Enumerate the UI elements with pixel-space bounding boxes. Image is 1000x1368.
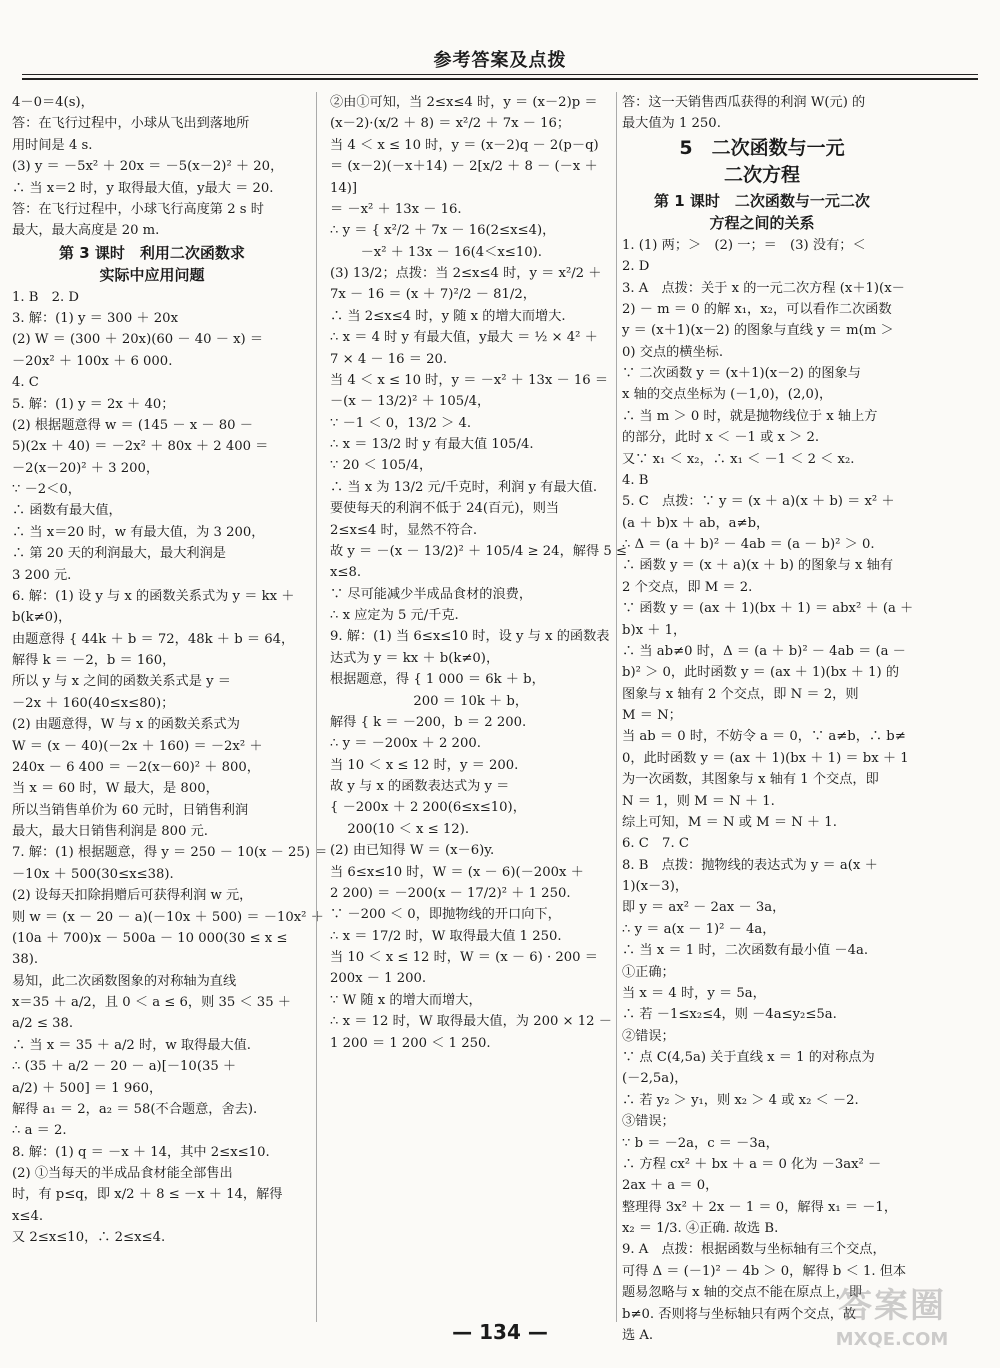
text-line: ∴ 当 m ＞ 0 时，就是抛物线位于 x 轴上方 [622, 408, 878, 424]
section-title: 第 3 课时 利用二次函数求 [59, 243, 245, 262]
text-line: ∵ 20 ＜ 105/4， [330, 458, 433, 474]
text-line: ∴ 若 y₂ ＞ y₁，则 x₂ ＞ 4 或 x₂ ＜ －2. [622, 1092, 859, 1108]
text-line: 200(10 ＜ x ≤ 12). [330, 821, 470, 837]
text-line: 题易忽略与 x 轴的交点不能在原点上，即 [622, 1285, 863, 1301]
text-line: 4－0＝4(s)， [12, 95, 94, 110]
text-line: －x² ＋ 13x － 16(4＜x≤10). [330, 244, 542, 260]
text-line: 200 ＝ 10k ＋ b， [330, 693, 529, 709]
section-title: 实际中应用问题 [99, 266, 205, 285]
text-line: 达式为 y ＝ kx ＋ b(k≠0)， [330, 650, 500, 666]
text-line: x＝35 ＋ a/2，且 0 ＜ a ≤ 6，则 35 ＜ 35 ＋ [12, 995, 291, 1010]
text-line: 6. 解：(1) 设 y 与 x 的函数关系式为 y ＝ kx ＋ [12, 588, 295, 604]
text-line: ∴ 当 x 为 13/2 元/千克时，利润 y 有最大值. [330, 479, 598, 495]
text-line: ①正确； [622, 964, 675, 980]
text-line: b≠0. 否则将与坐标轴只有两个交点，故 [622, 1306, 857, 1322]
text-line: ∴ 若 －1≤x₂≤4，则 －4a≤y₂≤5a. [622, 1007, 837, 1023]
text-line: 所以当销售单价为 60 元时，日销售利润 [12, 802, 249, 818]
text-line: ＝ (x－2)(－x＋14) － 2[x/2 ＋ 8 － (－x ＋ [330, 159, 598, 175]
text-line: －10x ＋ 500(30≤x≤38). [12, 866, 174, 882]
text-line: 答：在飞行过程中，小球飞行高度第 2 s 时 [12, 201, 264, 217]
text-line: －2x ＋ 160(40≤x≤80)； [12, 695, 175, 711]
text-line: 1. B 2. D [12, 289, 79, 305]
column-left [12, 92, 328, 1322]
text-line: { －200x ＋ 2 200(6≤x≤10)， [330, 800, 526, 816]
text-line: ②由①可知，当 2≤x≤4 时，y ＝ (x－2)p ＝ [330, 95, 598, 110]
text-line: ②错误； [622, 1028, 675, 1044]
text-line: 当 4 ＜ x ≤ 10 时，y ＝ －x² ＋ 13x － 16 ＝ [330, 372, 609, 388]
text-line: 根据题意，得 { 1 000 ＝ 6k ＋ b， [330, 672, 545, 688]
text-line: 3. 解：(1) y ＝ 300 ＋ 20x [12, 311, 179, 326]
text-line: 2. D [622, 259, 650, 275]
text-line: 8. 解：(1) q ＝ －x ＋ 14，其中 2≤x≤10. [12, 1144, 270, 1160]
text-line: 解得 { k ＝ －200，b ＝ 2 200. [330, 714, 527, 730]
text-line: (a ＋ b)x ＋ ab，a≠b， [622, 515, 770, 531]
text-line: N ＝ 1，则 M ＝ N ＋ 1. [622, 793, 775, 809]
text-line: 可得 Δ ＝ (－1)² － 4b ＞ 0，解得 b ＜ 1. 但本 [622, 1263, 907, 1279]
text-line: 0) 交点的横坐标. [622, 344, 724, 360]
header-rule-thick [22, 78, 978, 80]
text-line: 用时间是 4 s. [12, 137, 93, 153]
text-line: 时，有 p≤q，即 x/2 ＋ 8 ≤ －x ＋ 14，解得 [12, 1187, 283, 1203]
text-line: 9. 解：(1) 当 6≤x≤10 时，设 y 与 x 的函数表 [330, 629, 610, 645]
text-line: 1. (1) 两；＞ (2) 一；＝ (3) 没有；＜ [622, 237, 866, 253]
text-line: 又 2≤x≤10，∴ 2≤x≤4. [12, 1230, 166, 1246]
header-rule [22, 74, 978, 75]
text-line: M ＝ N； [622, 708, 682, 724]
text-line: ∴ 方程 cx² ＋ bx ＋ a ＝ 0 化为 －3ax² － [622, 1156, 882, 1172]
chapter-title: 5 二次函数与一元 [679, 136, 845, 159]
text-line: b)² ＞ 0，此时函数 y ＝ (ax ＋ 1)(bx ＋ 1) 的 [622, 665, 900, 681]
text-line: 为一次函数，其图象与 x 轴有 1 个交点，即 [622, 772, 879, 788]
text-line: 整理得 3x² ＋ 2x － 1 ＝ 0，解得 x₁ ＝ －1， [622, 1199, 898, 1215]
text-line: 所以 y 与 x 之间的函数关系式是 y ＝ [12, 674, 231, 690]
page-number: — 134 — [452, 1320, 548, 1344]
text-line: 3. A 点拨：关于 x 的一元二次方程 (x＋1)(x－ [622, 280, 905, 296]
text-line: 故 y 与 x 的函数表达式为 y ＝ [330, 779, 510, 794]
text-line: 当 10 ＜ x ≤ 12 时，y ＝ 200. [330, 757, 519, 773]
text-line: 又∵ x₁ ＜ x₂，∴ x₁ ＜ －1 ＜ 2 ＜ x₂. [622, 451, 855, 467]
text-line: 答：在飞行过程中，小球从飞出到落地所 [12, 116, 250, 132]
text-line: ∵ W 随 x 的增大而增大， [330, 992, 482, 1008]
text-line: ∴ 当 x＝20 时，w 有最大值，为 3 200， [12, 524, 265, 540]
text-line: (3) 13/2；点拨：当 2≤x≤4 时，y ＝ x²/2 ＋ [330, 266, 602, 281]
text-line: ∵ b ＝ －2a，c ＝ －3a， [622, 1135, 779, 1151]
text-line: 5. C 点拨：∵ y ＝ (x ＋ a)(x ＋ b) ＝ x² ＋ [622, 494, 895, 510]
text-line: b(k≠0)， [12, 610, 72, 626]
text-line: －20x² ＋ 100x ＋ 6 000. [12, 353, 173, 369]
text-line: x 轴的交点坐标为 (－1,0)，(2,0)， [622, 387, 833, 403]
text-line: (3) y ＝ －5x² ＋ 20x ＝ －5(x－2)² ＋ 20， [12, 159, 284, 175]
text-line: (2) 根据题意得 w ＝ (145 － x － 80 － [12, 417, 253, 433]
text-line: 8. B 点拨：抛物线的表达式为 y ＝ a(x ＋ [622, 857, 878, 873]
column-middle [330, 92, 627, 1322]
text-line: 故 y ＝ －(x － 13/2)² ＋ 105/4 ≥ 24，解得 5 ≤ [330, 543, 627, 559]
text-line: 当 4 ＜ x ≤ 10 时，y ＝ (x－2)q － 2(p－q) [330, 137, 599, 153]
chapter-title: 二次方程 [723, 164, 800, 187]
text-line: ∵ －2＜0， [12, 482, 81, 497]
watermark-logo [802, 1284, 982, 1360]
text-line: ∴ y ＝ { x²/2 ＋ 7x － 16(2≤x≤4)， [330, 223, 556, 239]
text-line: 则 w ＝ (x － 20 － a)(－10x ＋ 500) ＝ －10x² ＋ [12, 909, 324, 925]
text-line: 2 200) ＝ －200(x － 17/2)² ＋ 1 250. [330, 885, 571, 901]
text-line: 当 10 ＜ x ≤ 12 时，W ＝ (x － 6) · 200 ＝ [330, 950, 598, 965]
text-line: 5. 解：(1) y ＝ 2x ＋ 40； [12, 396, 175, 412]
text-line: 图象与 x 轴有 2 个交点，即 N ＝ 2，则 [622, 686, 859, 702]
text-line: ∴ (35 ＋ a/2 － 20 － a)[－10(35 ＋ [12, 1059, 237, 1075]
text-line: 4. B [622, 472, 649, 488]
text-line: a/2) ＋ 500] ＝ 1 960， [12, 1080, 163, 1096]
text-line: (10a ＋ 700)x － 500a － 10 000(30 ≤ x ≤ [12, 930, 288, 946]
text-line: ∴ 当 x＝2 时，y 取得最大值，y最大 ＝ 20. [12, 180, 274, 196]
text-line: b)x ＋ 1， [622, 622, 687, 638]
text-line: ∴ y ＝ a(x － 1)² － 4a， [622, 921, 776, 937]
text-line: 当 6≤x≤10 时，W ＝ (x － 6)(－200x ＋ [330, 864, 584, 880]
text-line: x≤8. [330, 565, 362, 581]
text-line: ∵ －1 ＜ 0，13/2 ＞ 4. [330, 415, 472, 431]
text-line: x₂ ＝ 1/3. ④正确. 故选 B. [622, 1221, 779, 1237]
text-line: ∴ x ＝ 4 时 y 有最大值，y最大 ＝ ½ × 4² ＋ [330, 330, 598, 346]
text-line: 4. C [12, 375, 39, 391]
text-line: y ＝ (x＋1)(x－2) 的图象与直线 y ＝ m(m ＞ [622, 323, 894, 339]
text-line: (2) W ＝ (300 ＋ 20x)(60 － 40 － x) ＝ [12, 332, 264, 348]
text-line: x≤4. [12, 1208, 44, 1224]
text-line: 7. 解：(1) 根据题意，得 y ＝ 250 － 10(x － 25) ＝ [12, 845, 328, 861]
text-line: ∴ 当 x ＝ 1 时，二次函数有最小值 －4a. [622, 943, 869, 959]
text-line: ∵ 尽可能减少半成品食材的浪费， [330, 586, 533, 602]
column-divider [616, 92, 617, 1322]
text-line: ∴ y ＝ －200x ＋ 2 200. [330, 736, 481, 752]
section-title: 方程之间的关系 [709, 214, 815, 233]
text-line: 0，此时函数 y ＝ (ax ＋ 1)(bx ＋ 1) ＝ bx ＋ 1 [622, 750, 909, 766]
text-line: 2 个交点，即 M ＝ 2. [622, 579, 753, 595]
column-divider [316, 92, 317, 1322]
text-line: 由题意得 { 44k ＋ b ＝ 72，48k ＋ b ＝ 64， [12, 631, 295, 647]
column-right [622, 92, 914, 1343]
text-line: 最大，最大高度是 20 m. [12, 223, 160, 239]
text-line: －2(x－20)² ＋ 3 200， [12, 460, 160, 476]
text-line: ∴ 函数 y ＝ (x ＋ a)(x ＋ b) 的图象与 x 轴有 [622, 558, 894, 574]
text-line: ∴ 函数有最大值， [12, 503, 122, 519]
text-line: ∴ Δ ＝ (a ＋ b)² － 4ab ＝ (a － b)² ＞ 0. [622, 537, 875, 553]
text-line: (2) 由题意得，W 与 x 的函数关系式为 [12, 717, 240, 733]
text-line: ＝ －x² ＋ 13x － 16. [330, 201, 462, 217]
text-line: 最大，最大日销售利润是 800 元. [12, 824, 208, 839]
text-line: ∵ 函数 y ＝ (ax ＋ 1)(bx ＋ 1) ＝ abx² ＋ (a ＋ [622, 601, 914, 617]
text-line: ∵ 点 C(4,5a) 关于直线 x ＝ 1 的对称点为 [622, 1050, 875, 1066]
text-line: 2≤x≤4 时，显然不符合. [330, 522, 478, 538]
text-line: (x－2)·(x/2 ＋ 8) ＝ x²/2 ＋ 7x － 16； [330, 116, 571, 132]
text-line: 7 × 4 － 16 ＝ 20. [330, 351, 448, 367]
text-line: 240x － 6 400 ＝ －2(x－60)² ＋ 800， [12, 759, 260, 775]
text-line: 2) － m ＝ 0 的解 x₁，x₂，可以看作二次函数 [622, 301, 892, 317]
text-line: ∴ a ＝ 2. [12, 1123, 67, 1139]
text-line: ∴ x ＝ 17/2 时，W 取得最大值 1 250. [330, 928, 562, 944]
text-line: 6. C 7. C [622, 836, 689, 852]
text-line: ∴ x ＝ 12 时，W 取得最大值，为 200 × 12 － [330, 1014, 612, 1030]
text-line: ③错误； [622, 1114, 675, 1130]
text-line: ∴ 当 x ＝ 35 ＋ a/2 时，w 取得最大值. [12, 1037, 251, 1053]
text-line: ∵ －200 ＜ 0，即抛物线的开口向下， [330, 907, 561, 923]
text-line: 解得 k ＝ －2，b ＝ 160， [12, 653, 176, 668]
text-line: W ＝ (x － 40)(－2x ＋ 160) ＝ －2x² ＋ [12, 738, 263, 754]
text-line: ∵ 二次函数 y ＝ (x＋1)(x－2) 的图象与 [622, 366, 861, 382]
text-line: 3 200 元. [12, 567, 72, 583]
text-line: 最大值为 1 250. [622, 116, 721, 132]
text-line: 选 A. [622, 1327, 654, 1343]
section-title: 第 1 课时 二次函数与一元二次 [654, 191, 870, 210]
text-line: 答：这一天销售西瓜获得的利润 W(元) 的 [622, 95, 866, 110]
text-line: ∴ 第 20 天的利润最大，最大利润是 [12, 546, 226, 562]
text-line: 综上可知，M ＝ N 或 M ＝ N ＋ 1. [622, 814, 837, 830]
text-line: 200x － 1 200. [330, 971, 427, 987]
text-line: 要使每天的利润不低于 24(百元)，则当 [330, 501, 560, 517]
text-line: (2) 设每天扣除捐赠后可获得利润 w 元， [12, 888, 253, 904]
text-line: (2) 由已知得 W ＝ (x－6)y. [330, 843, 495, 859]
text-line: 1)(x－3)， [622, 879, 689, 895]
text-line: ∴ 当 ab≠0 时，Δ ＝ (a ＋ b)² － 4ab ＝ (a － [622, 643, 906, 659]
text-line: 当 x ＝ 4 时，y ＝ 5a， [622, 985, 766, 1001]
text-line: 5)(2x ＋ 40) ＝ －2x² ＋ 80x ＋ 2 400 ＝ [12, 439, 269, 455]
text-line: 当 ab ＝ 0 时，不妨令 a ＝ 0，∵ a≠b，∴ b≠ [622, 729, 906, 745]
text-line: (2) ①当每天的半成品食材能全部售出 [12, 1166, 233, 1181]
text-line: ∴ x ＝ 13/2 时 y 有最大值 105/4. [330, 437, 534, 452]
text-line: 解得 a₁ ＝ 2，a₂ ＝ 58(不合题意，舍去). [12, 1101, 258, 1117]
text-line: 易知，此二次函数图象的对称轴为直线 [12, 973, 237, 989]
text-line: 当 x ＝ 60 时，W 最大，是 800， [12, 781, 219, 797]
text-line: (－2,5a)， [622, 1071, 688, 1087]
text-line: 1 200 ＝ 1 200 ＜ 1 250. [330, 1035, 491, 1051]
text-line: 7x － 16 ＝ (x ＋ 7)²/2 － 81/2， [330, 287, 536, 303]
page-header: 参考答案及点拨 [433, 50, 567, 71]
text-line: 14)] [330, 180, 358, 196]
text-line: 即 y ＝ ax² － 2ax － 3a， [622, 900, 786, 916]
text-line: 的部分，此时 x ＜ －1 或 x ＞ 2. [622, 430, 820, 446]
text-line: 2ax ＋ a ＝ 0， [622, 1178, 719, 1194]
text-line: ∴ x 应定为 5 元/千克. [330, 608, 459, 623]
text-line: 9. A 点拨：根据函数与坐标轴有三个交点， [622, 1242, 886, 1258]
text-line: a/2 ≤ 38. [12, 1016, 74, 1032]
watermark-url: MXQE.COM [835, 1329, 949, 1350]
text-line: ∴ 当 2≤x≤4 时，y 随 x 的增大而增大. [330, 308, 566, 324]
watermark-text: 答案圈 [838, 1286, 946, 1326]
text-line: －(x － 13/2)² ＋ 105/4， [330, 394, 491, 410]
text-line: 38). [12, 952, 39, 968]
